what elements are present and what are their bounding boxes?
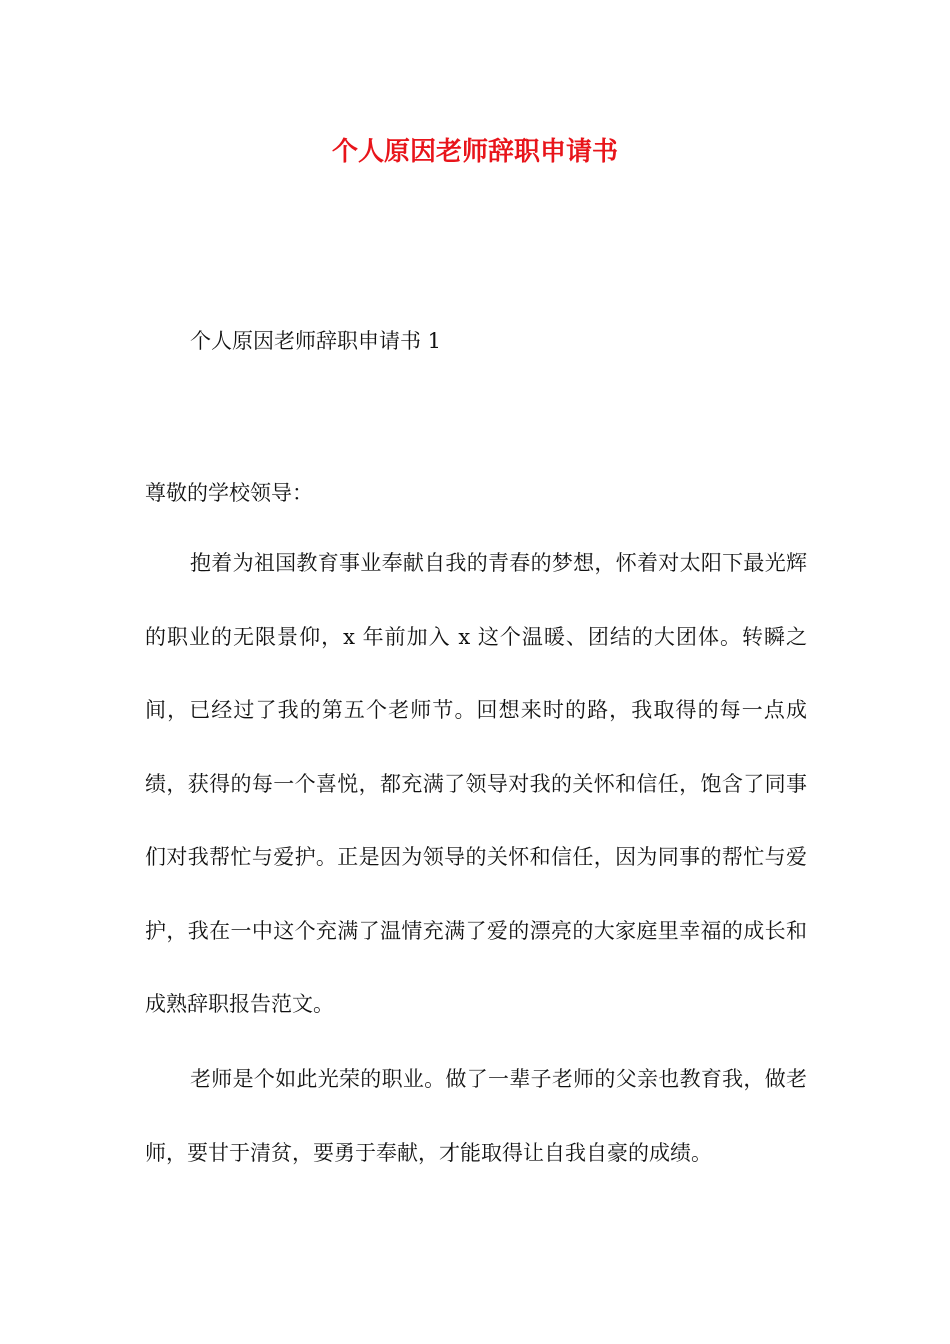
document-title: 个人原因老师辞职申请书 <box>331 137 618 167</box>
body-paragraph-2: 老师是个如此光荣的职业。做了一辈子老师的父亲也教育我，做老师，要甘于清贫，要勇于奉献，才能取得让自我自豪的成绩。 <box>145 1067 807 1165</box>
body-paragraph-1: 抱着为祖国教育事业奉献自我的青春的梦想，怀着对太阳下最光辉的职业的无限景仰，x 年前加入 x 这个温暖、团结的大团体。转瞬之间，已经过了我的第五个老师节。回想来时的路，我取得的每一点成绩，获得的每一个喜悦，都充满了领导对我的关怀和信任，饱含了同事们对我帮忙与爱护。正是因为领导的关怀和信任，因为同事的帮忙与爱护，我在一中这个充满了温情充满了爱的漂亮的大家庭里幸福的成长和成熟辞职报告范文。 <box>145 551 807 1016</box>
salutation: 尊敬的学校领导： <box>145 481 313 505</box>
section-heading: 个人原因老师辞职申请书 1 <box>190 329 442 353</box>
